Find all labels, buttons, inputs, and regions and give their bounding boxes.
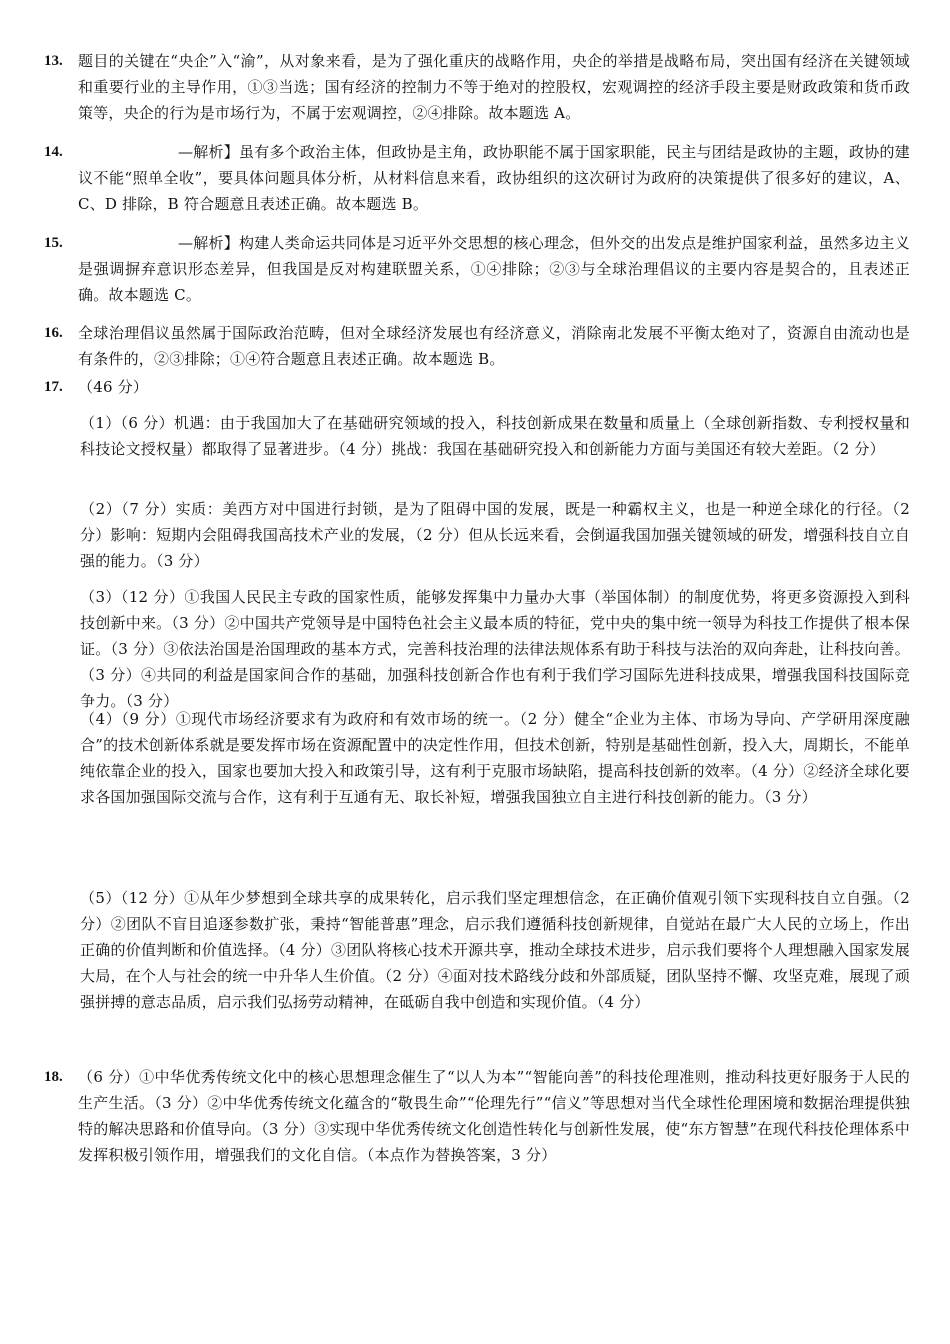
question-number: 18. <box>44 1069 63 1085</box>
q17-part-4: （4）（9 分）①现代市场经济要求有为政府和有效市场的统一。（2 分）健全“企业为主体、市场为导向、产学研用深度融合”的技术创新体系就是要发挥市场在资源配置中的决定性作用，但技术创新，特别是基础性创新，投入大，周期长，不能单纯依靠企业的投入，国家也要加大投入和政策引导，这有利于克服市场缺陷，提高科技创新的效率。（4 分）②经济全球化要求各国加强国际交流与合作，这有利于互通有无、取长补短，增强我国独立自主进行科技创新的能力。（3 分） <box>80 710 910 806</box>
q17-part-1: （1）（6 分）机遇：由于我国加大了在基础研究领域的投入，科技创新成果在数量和质量上（全球创新指数、专利授权量和科技论文授权量）都取得了显著进步。（4 分）挑战：我国在基础研究投入和创新能力方面与美国还有较大差距。（2 分） <box>80 414 910 458</box>
q17-part-3: （3）（12 分）①我国人民民主专政的国家性质，能够发挥集中力量办大事（举国体制）的制度优势，将更多资源投入到科技创新中来。（3 分）②中国共产党领导是中国特色社会主义最本质的特征，党中央的集中统一领导为科技工作提供了根本保证。（3 分）③依法治国是治国理政的基本方式，完善科技治理的法律法规体系有助于科技与法治的双向奔赴，让科技向善。（3 分）④共同的利益是国家间合作的基础，加强科技创新合作也有利于我们学习国际先进科技成果，增强我国科技国际竞争力。（3 分） <box>80 588 910 710</box>
question-answer-text: （6 分）①中华优秀传统文化中的核心思想理念催生了“以人为本”“智能向善”的科技伦理准则，推动科技更好服务于人民的生产生活。（3 分）②中华优秀传统文化蕴含的“敬畏生命”“伦理先行”“信义”等思想对当代全球性伦理困境和数据治理提供独特的解决思路和价值导向。（3 分）③实现中华优秀传统文化创造性转化与创新性发展，使“东方智慧”在现代科技伦理体系中发挥积极引领作用，增强我们的文化自信。（本点作为替换答案，3 分） <box>78 1068 910 1164</box>
question-answer-text: 全球治理倡议虽然属于国际政治范畴，但对全球经济发展也有经济意义，消除南北发展不平衡太绝对了，资源自由流动也是有条件的，②③排除；①④符合题意且表述正确。故本题选 B。 <box>78 324 910 368</box>
question-answer-content: —解析】构建人类命运共同体是习近平外交思想的核心理念，但外交的出发点是维护国家利益，虽然多边主义是强调摒弃意识形态差异，但我国是反对构建联盟关系，①④排除；②③与全球治理倡议的主要内容是契合的，且表述正确。故本题选 C。 <box>78 234 910 304</box>
question-number: 17. <box>44 379 63 395</box>
question-answer-text: （46 分） <box>78 378 149 396</box>
question-17 <box>44 374 910 400</box>
question-number: 15. <box>44 235 63 251</box>
question-number: 13. <box>44 53 63 69</box>
question-answer-text <box>78 139 910 217</box>
question-16 <box>44 320 910 372</box>
q17-part-5: （5）（12 分）①从年少梦想到全球共享的成果转化，启示我们坚定理想信念，在正确价值观引领下实现科技自立自强。（2 分）②团队不盲目追逐参数扩张，秉持“智能普惠”理念，启示我们遵循科技创新规律，自觉站在最广大人民的立场上，作出正确的价值判断和价值选择。（4 分）③团队将核心技术开源共享，推动全球技术进步，启示我们要将个人理想融入国家发展大局，在个人与社会的统一中升华人生价值。（2 分）④面对技术路线分歧和外部质疑，团队坚持不懈、攻坚克难，展现了顽强拼搏的意志品质，启示我们弘扬劳动精神，在砥砺自我中创造和实现价值。（4 分） <box>80 889 910 1011</box>
question-answer-text <box>78 230 910 308</box>
question-number: 14. <box>44 144 63 160</box>
question-number: 16. <box>44 325 63 341</box>
question-14 <box>44 139 910 217</box>
question-18 <box>44 1064 910 1168</box>
question-15 <box>44 230 910 308</box>
question-answer-text: 题目的关键在“央企”入“渝”，从对象来看，是为了强化重庆的战略作用，央企的举措是战略布局，突出国有经济在关键领域和重要行业的主导作用，①③当选；国有经济的控制力不等于绝对的控股权，宏观调控的经济手段主要是财政政策和货币政策等，央企的行为是市场行为，不属于宏观调控，②④排除。故本题选 A。 <box>78 52 910 122</box>
question-answer-content: —解析】虽有多个政治主体，但政协是主角，政协职能不属于国家职能，民主与团结是政协的主题，政协的建议不能“照单全收”，要具体问题具体分析，从材料信息来看，政协组织的这次研讨为政府的决策提供了很多好的建议，A、C、D 排除，B 符合题意且表述正确。故本题选 B。 <box>78 143 910 213</box>
q17-part-2: （2）（7 分）实质：美西方对中国进行封锁，是为了阻碍中国的发展，既是一种霸权主义，也是一种逆全球化的行径。（2 分）影响：短期内会阻碍我国高技术产业的发展，（2 分）但从长远来看，会倒逼我国加强关键领域的研发，增强科技自立自强的能力。（3 分） <box>80 500 910 570</box>
question-13 <box>44 48 910 126</box>
